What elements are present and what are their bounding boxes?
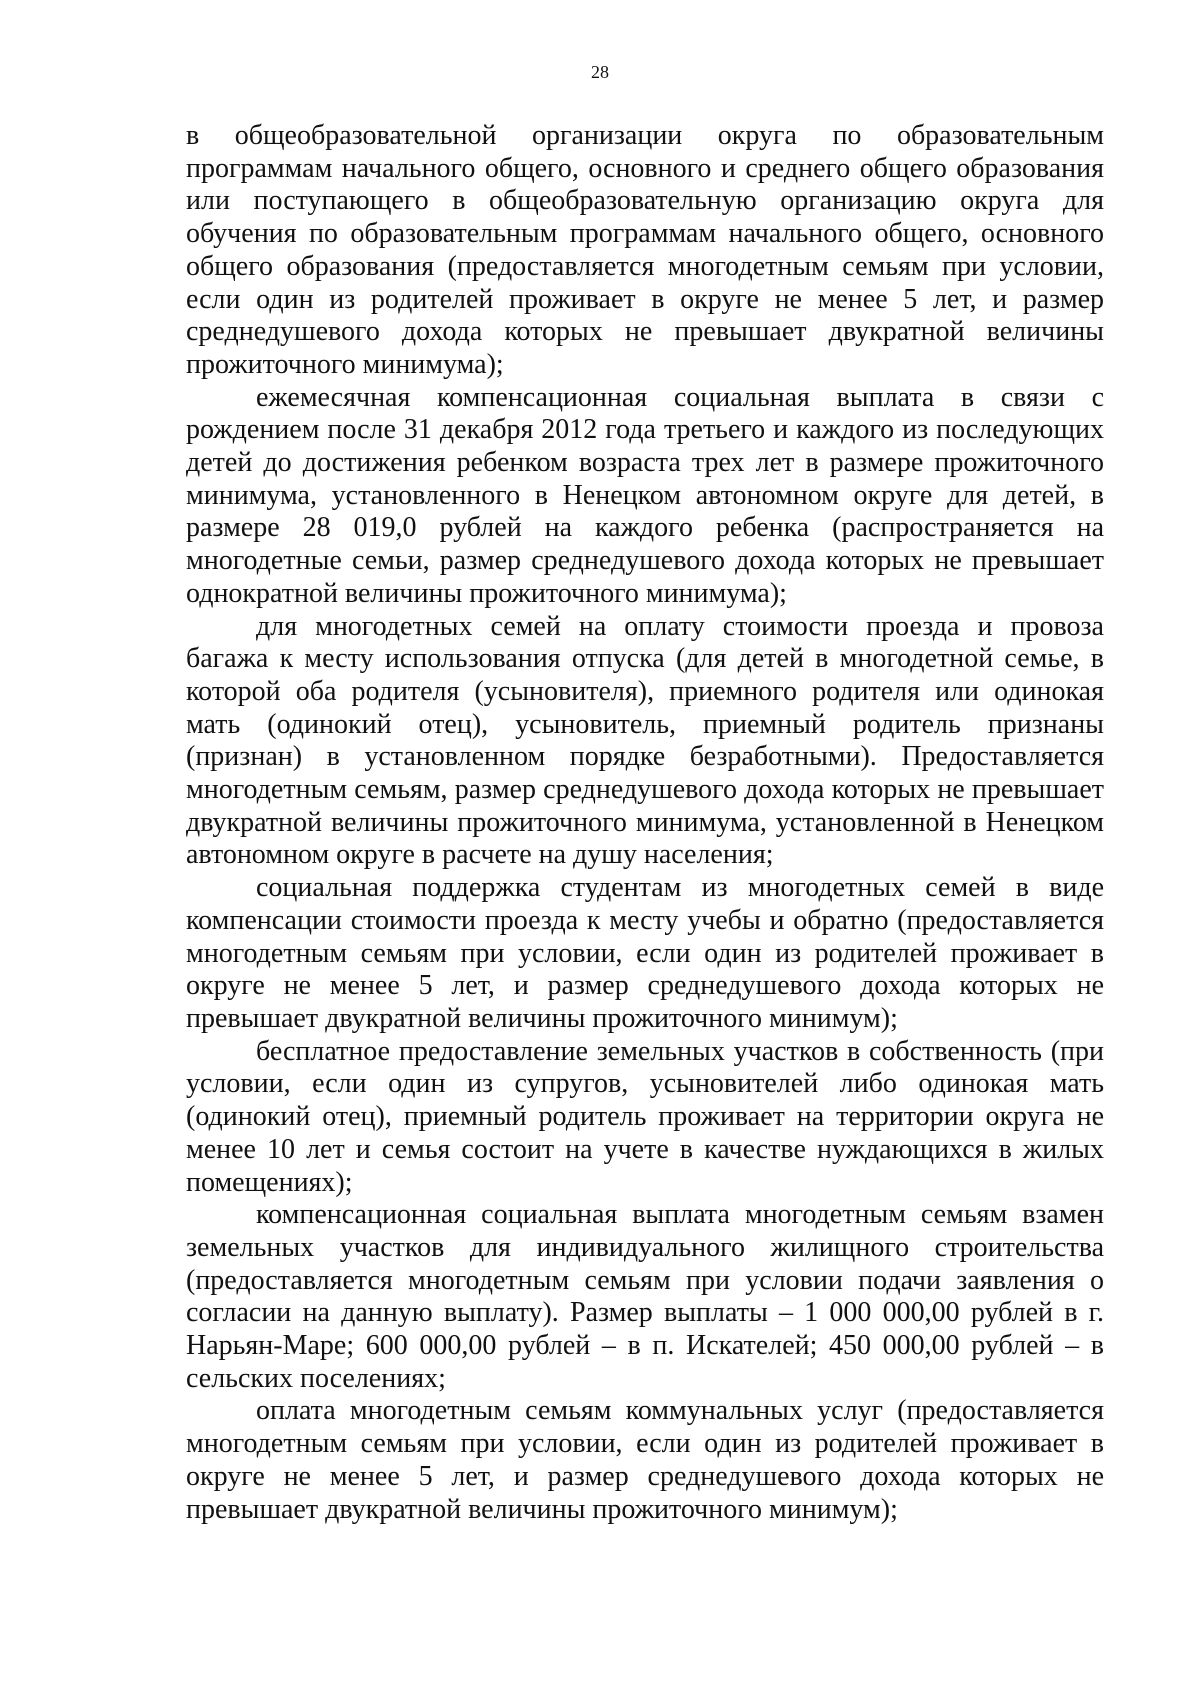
paragraph-continuation: в общеобразовательной организации округа по образовательным программам начального общего, основного и среднего общего образования или поступающего в общеобразовательную организацию округа для обучения по образовательным программам начального общего, основного общего образования (предоставляется многодетным семьям при условии, если один из родителей проживает в округе не менее 5 лет, и размер среднедушевого дохода которых не превышает двукратной величины прожиточного минимума); [186,120,1104,380]
paragraph-land-plots: бесплатное предоставление земельных участков в собственность (при условии, если один из супругов, усыновителей либо одинокая мать (одинокий отец), приемный родитель проживает на территории округа не менее 10 лет и семья состоит на учете в качестве нуждающихся в жилых помещениях); [186,1035,1104,1198]
paragraph-land-compensation: компенсационная социальная выплата многодетным семьям взамен земельных участков для индивидуального жилищного строительства (предоставляется многодетным семьям при условии подачи заявления о согласии на данную выплату). Размер выплаты – 1 000 000,00 рублей в г. Нарьян-Маре; 600 000,00 рублей – в п. Искателей; 450 000,00 рублей – в сельских поселениях; [186,1199,1104,1394]
paragraph-monthly-payment: ежемесячная компенсационная социальная выплата в связи с рождением после 31 декабря 2012 года третьего и каждого из последующих детей до достижения ребенком возраста трех лет в размере прожиточного минимума, установленного в Ненецком автономном округе для детей, в размере 28 019,0 рублей на каждого ребенка (распространяется на многодетные семьи, размер среднедушевого дохода которых не превышает однократной величины прожиточного минимума); [186,381,1104,609]
paragraph-student-support: социальная поддержка студентам из многодетных семей в виде компенсации стоимости проезда к месту учебы и обратно (предоставляется многодетным семьям при условии, если один из родителей проживает в округе не менее 5 лет, и размер среднедушевого дохода которых не превышает двукратной величины прожиточного минимум); [186,872,1104,1034]
page-number: 28 [591,62,609,82]
paragraph-utilities: оплата многодетным семьям коммунальных услуг (предоставляется многодетным семьям при условии, если один из родителей проживает в округе не менее 5 лет, и размер среднедушевого дохода которых не превышает двукратной величины прожиточного минимум); [186,1395,1104,1525]
document-body [186,120,1104,1526]
paragraph-travel-compensation: для многодетных семей на оплату стоимости проезда и провоза багажа к месту использования отпуска (для детей в многодетной семье, в которой оба родителя (усыновителя), приемного родителя или одинокая мать (одинокий отец), усыновитель, приемный родитель признаны (признан) в установленном порядке безработными). Предоставляется многодетным семьям, размер среднедушевого дохода которых не превышает двукратной величины прожиточного минимума, установленной в Ненецком автономном округе в расчете на душу населения; [186,610,1104,871]
